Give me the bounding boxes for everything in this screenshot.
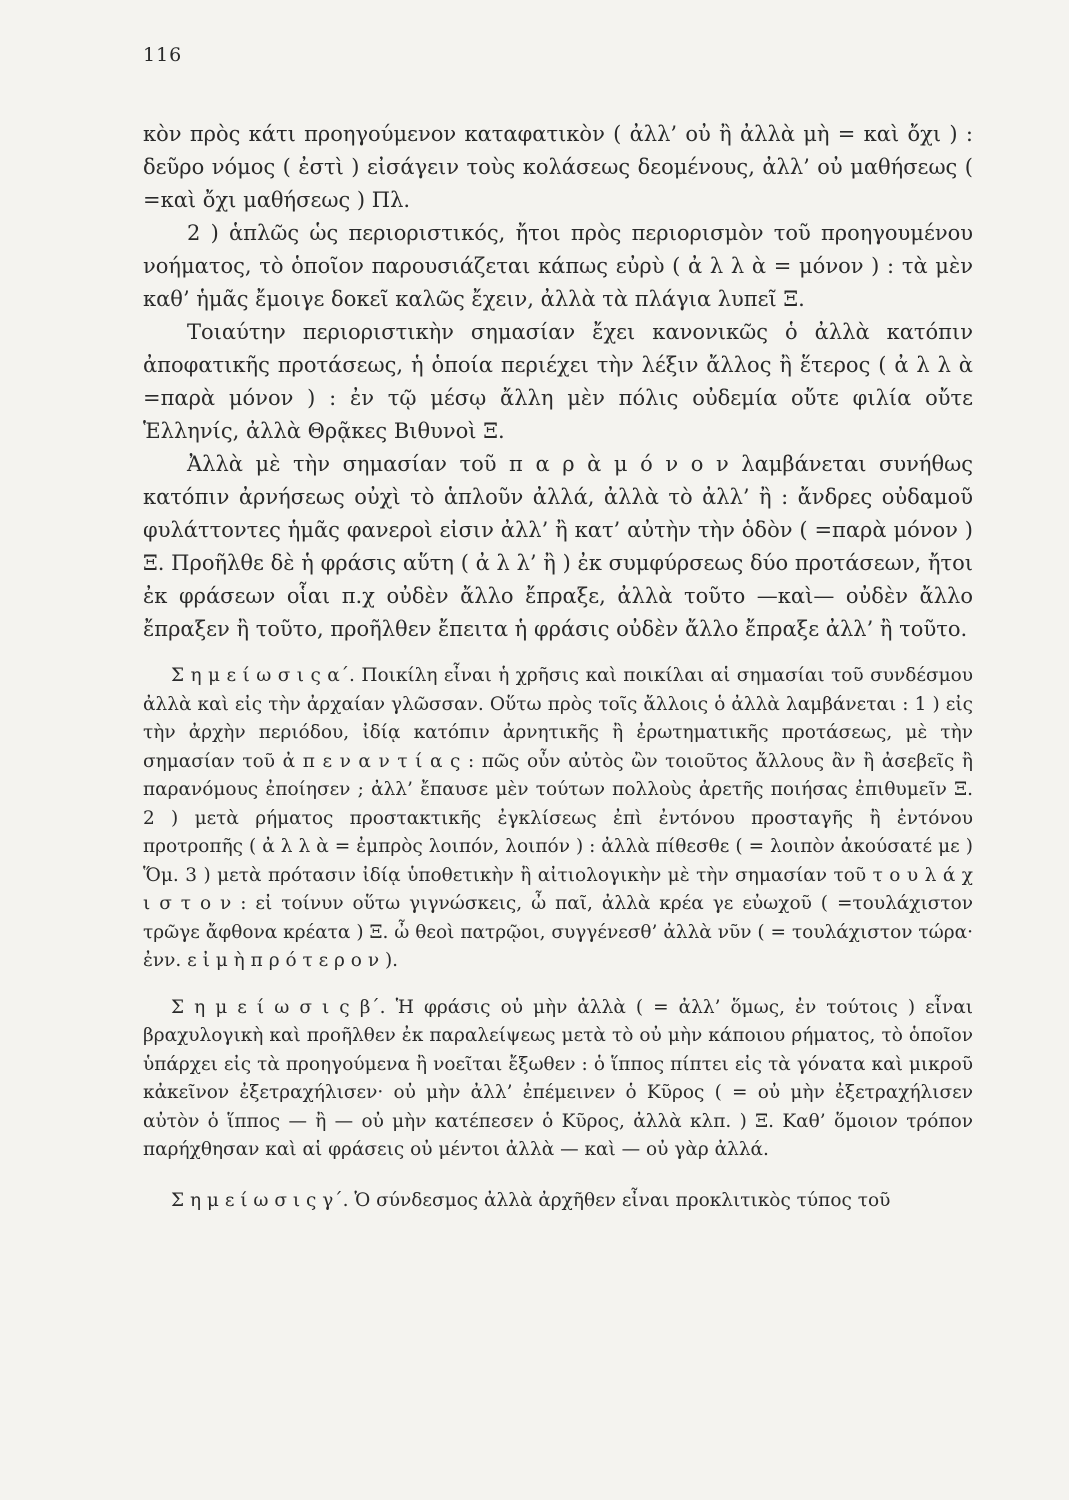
paragraph-all-h: Ἀλλὰ μὲ τὴν σημασίαν τοῦ π α ρ ὰ μ ό ν ο ν λαμβάνεται συνήθως κατόπιν ἀρνήσεως οὐχὶ τὸ ἁπλοῦν ἀλλά, ἀλλὰ τὸ ἀλλ’ ἢ : ἄνδρες οὐδαμοῦ φυλάττοντες ἡμᾶς φανεροὶ εἰσιν ἀλλ’ ἢ κατ’ αὐτὴν τὴν ὁδὸν ( =παρὰ μόνον ) Ξ. Προῆλθε δὲ ἡ φράσις αὕτη ( ἀ λ λ’ ἢ ) ἐκ συμφύρσεως δύο προτάσεων, ἤτοι ἐκ φράσεων οἷαι π.χ οὐδὲν ἄλλο ἔπραξε, ἀλλὰ τοῦτο —καὶ— οὐδὲν ἄλλο ἔπραξεν ἢ τοῦτο, προῆλθεν ἔπειτα ἡ φράσις οὐδὲν ἄλλο ἔπραξε ἀλλ’ ἢ τοῦτο.	[143, 452, 973, 641]
paragraph-continuation: κὸν πρὸς κάτι προηγούμενον καταφατικὸν ( ἀλλ’ οὐ ἢ ἀλλὰ μὴ = καὶ ὄχι ) : δεῦρο νόμος ( ἐστὶ ) εἰσάγειν τοὺς κολάσεως δεομένους, ἀλλ’ οὐ μαθήσεως ( =καὶ ὄχι μαθήσεως ) Πλ.	[143, 122, 973, 212]
body-text	[143, 118, 973, 1215]
paragraph-restrictive-sense: 2 ) ἁπλῶς ὡς περιοριστικός, ἤτοι πρὸς περιορισμὸν τοῦ προηγουμένου νοήματος, τὸ ὁποῖον παρουσιάζεται κάπως εὐρὺ ( ἀ λ λ ὰ = μόνον ) : τὰ μὲν καθ’ ἡμᾶς ἔμοιγε δοκεῖ καλῶς ἔχειν, ἀλλὰ τὰ πλάγια λυπεῖ Ξ.	[143, 221, 973, 311]
paragraph-after-negation: Τοιαύτην περιοριστικὴν σημασίαν ἔχει κανονικῶς ὁ ἀλλὰ κατόπιν ἀποφατικῆς προτάσεως, ἡ ὁποία περιέχει τὴν λέξιν ἄλλος ἢ ἕτερος ( ἀ λ λ ὰ =παρὰ μόνον ) : ἐν τῷ μέσῳ ἄλλη μὲν πόλις οὐδεμία οὔτε φιλία οὔτε Ἑλληνίς, ἀλλὰ Θρᾷκες Βιθυνοὶ Ξ.	[143, 320, 973, 443]
page-number: 116	[143, 44, 183, 66]
note-beta: Σ η μ ε ί ω σ ι ς β΄. Ἡ φράσις οὐ μὴν ἀλλὰ ( = ἀλλ’ ὅμως, ἐν τούτοις ) εἶναι βραχυλογικὴ καὶ προῆλθεν ἐκ παραλείψεως μετὰ τὸ οὐ μὴν κάποιου ρήματος, τὸ ὁποῖον ὑπάρχει εἰς τὰ προηγούμενα ἢ νοεῖται ἔξωθεν : ὁ ἵππος πίπτει εἰς τὰ γόνατα καὶ μικροῦ κἀκεῖνον ἐξετραχήλισεν· οὐ μὴν ἀλλ’ ἐπέμεινεν ὁ Κῦρος ( = οὐ μὴν ἐξετραχήλισεν αὐτὸν ὁ ἵππος — ἢ — οὐ μὴν κατέπεσεν ὁ Κῦρος, ἀλλὰ κλπ. ) Ξ. Καθ’ ὅμοιον τρόπον παρήχθησαν καὶ αἱ φράσεις οὐ μέντοι ἀλλὰ — καὶ — οὐ γὰρ ἀλλά.	[143, 996, 973, 1160]
note-alpha: Σ η μ ε ί ω σ ι ς α΄. Ποικίλη εἶναι ἡ χρῆσις καὶ ποικίλαι αἱ σημασίαι τοῦ συνδέσμου ἀλλὰ καὶ εἰς τὴν ἀρχαίαν γλῶσσαν. Οὕτω πρὸς τοῖς ἄλλοις ὁ ἀλλὰ λαμβάνεται : 1 ) εἰς τὴν ἀρχὴν περιόδου, ἰδίᾳ κατόπιν ἀρνητικῆς ἢ ἐρωτηματικῆς προτάσεως, μὲ τὴν σημασίαν τοῦ ἀ π ε ν α ν τ ί α ς : πῶς οὖν αὐτὸς ὢν τοιοῦτος ἄλλους ἂν ἢ ἀσεβεῖς ἢ παρανόμους ἐποίησεν ; ἀλλ’ ἔπαυσε μὲν τούτων πολλοὺς ἀρετῆς ποιήσας ἐπιθυμεῖν Ξ. 2 ) μετὰ ρήματος προστακτικῆς ἐγκλίσεως ἐπὶ ἐντόνου προσταγῆς ἢ ἐντόνου προτροπῆς ( ἀ λ λ ὰ = ἐμπρὸς λοιπόν, λοιπόν ) : ἀλλὰ πίθεσθε ( = λοιπὸν ἀκούσατέ με ) Ὅμ. 3 ) μετὰ πρότασιν ἰδίᾳ ὑποθετικὴν ἢ αἰτιολογικὴν μὲ τὴν σημασίαν τοῦ τ ο υ λ ά χ ι σ τ ο ν : εἰ τοίνυν οὕτω γιγνώσκεις, ὦ παῖ, ἀλλὰ κρέα γε εὐωχοῦ ( =τουλάχιστον τρῶγε ἄφθονα κρέατα ) Ξ. ὦ θεοὶ πατρῷοι, συγγένεσθ’ ἀλλὰ νῦν ( = τουλάχιστον τώρα· ἐνν. ε ἰ μ ὴ π ρ ό τ ε ρ ο ν ).	[143, 665, 973, 971]
note-gamma: Σ η μ ε ί ω σ ι ς γ΄. Ὁ σύνδεσμος ἀλλὰ ἀρχῆθεν εἶναι προκλιτικὸς τύπος τοῦ	[171, 1189, 891, 1211]
